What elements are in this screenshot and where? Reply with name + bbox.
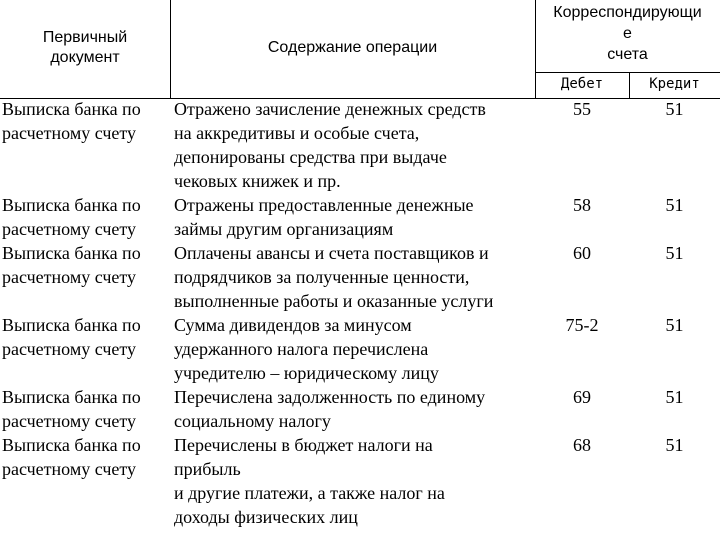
header-credit: Кредит (649, 76, 700, 92)
row-3-content: Оплачены авансы и счета поставщиков и подрядчиков за полученные ценности, выполненные работы и оказанные услуги (174, 243, 494, 311)
row-3-credit: 51 (665, 243, 684, 263)
row-1-debit: 55 (573, 99, 591, 119)
row-4-content: Сумма дивидендов за минусом удержанного налога перечислена учредителю – юридическому лицу (174, 315, 439, 383)
row-2-document: Выписка банка по расчетному счету (2, 195, 141, 239)
row-4-credit: 51 (665, 315, 684, 335)
row-5-credit: 51 (665, 387, 684, 407)
header-operation-content: Содержание операции (267, 39, 438, 56)
row-6-document: Выписка банка по расчетному счету (2, 435, 141, 479)
row-2-debit: 58 (573, 195, 591, 215)
header-primary-document: Первичный документ (42, 29, 128, 66)
header-corresponding-accounts: Корреспондирующи е счета (553, 4, 702, 63)
row-1-credit: 51 (665, 99, 684, 119)
row-3-document: Выписка банка по расчетному счету (2, 243, 141, 287)
row-5-document: Выписка банка по расчетному счету (2, 387, 141, 431)
row-2-content: Отражены предоставленные денежные займы другим организациям (174, 195, 474, 239)
row-6-debit: 68 (573, 435, 591, 455)
row-4-document: Выписка банка по расчетному счету (2, 315, 141, 359)
row-2-credit: 51 (665, 195, 684, 215)
header-debit: Дебет (560, 76, 604, 92)
row-6-credit: 51 (665, 435, 684, 455)
row-3-debit: 60 (573, 243, 591, 263)
header-subdivider (535, 72, 720, 73)
row-5-debit: 69 (573, 387, 591, 407)
row-4-debit: 75-2 (565, 315, 599, 335)
row-5-content: Перечислена задолженность по единому социальному налогу (174, 387, 486, 431)
row-1-content: Отражено зачисление денежных средств на аккредитивы и особые счета, депонированы средства при выдаче чековых книжек и пр. (174, 99, 486, 191)
row-1-document: Выписка банка по расчетному счету (2, 99, 141, 143)
row-6-content: Перечислены в бюджет налоги на прибыль и другие платежи, а также налог на доходы физических лиц (174, 435, 445, 527)
